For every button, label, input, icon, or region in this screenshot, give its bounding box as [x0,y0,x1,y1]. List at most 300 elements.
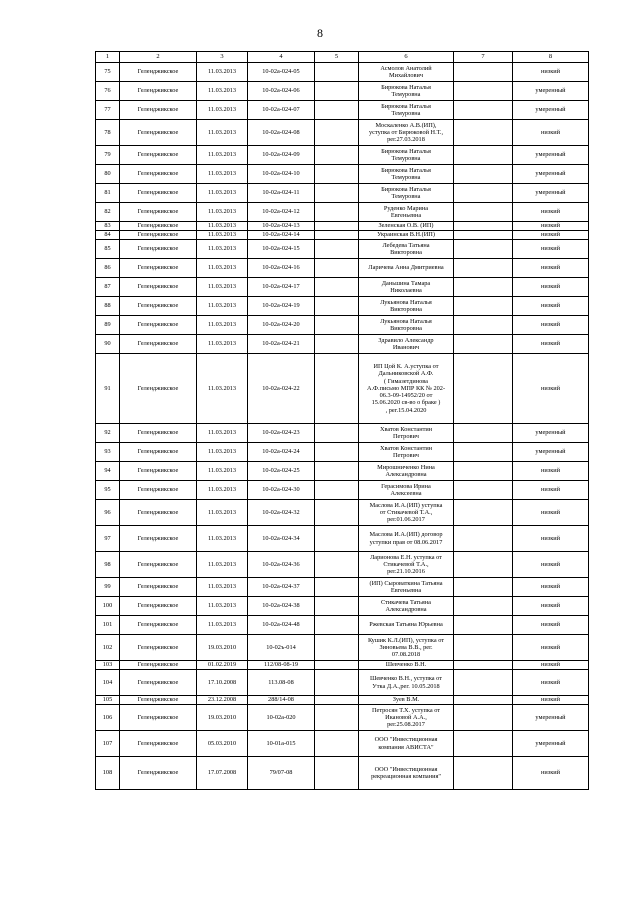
column-7-cell [454,82,513,101]
column-7-cell [454,63,513,82]
table-row [96,705,589,731]
license-date-cell: 11.03.2013 [197,335,248,354]
table-row [96,731,589,757]
row-number-cell: 100 [96,597,120,616]
table-row [96,552,589,578]
table-row [96,526,589,552]
row-number-cell: 99 [96,578,120,597]
level-cell: низкий [513,240,589,259]
deposit-name-cell: Геленджикское [120,731,197,757]
owner-cell: Шевченко В.Н., уступка от Утка Д.А.,рег. 10.05.2018 [359,670,454,696]
license-date-cell: 17.10.2008 [197,670,248,696]
column-7-cell [454,240,513,259]
column-7-cell [454,297,513,316]
level-cell: низкий [513,670,589,696]
column-7-cell [454,120,513,146]
level-cell: низкий [513,597,589,616]
row-number-cell: 108 [96,757,120,790]
column-7-cell [454,165,513,184]
column-7-cell [454,578,513,597]
column-7-cell [454,231,513,240]
deposit-name-cell: Геленджикское [120,552,197,578]
license-code-cell: 10-02ъ-014 [248,635,315,661]
deposit-name-cell: Геленджикское [120,297,197,316]
license-date-cell: 11.03.2013 [197,552,248,578]
column-5-cell [315,705,359,731]
column-7-cell [454,616,513,635]
license-date-cell: 11.03.2013 [197,616,248,635]
license-code-cell: 113.08-08 [248,670,315,696]
table-row [96,335,589,354]
deposit-name-cell: Геленджикское [120,526,197,552]
license-date-cell: 11.03.2013 [197,165,248,184]
column-5-cell [315,500,359,526]
column-5-cell [315,120,359,146]
license-code-cell: 79/07-08 [248,757,315,790]
row-number-cell: 107 [96,731,120,757]
row-number-cell: 87 [96,278,120,297]
level-cell: низкий [513,578,589,597]
level-cell: низкий [513,231,589,240]
row-number-cell: 76 [96,82,120,101]
license-code-cell: 10-02а-024-34 [248,526,315,552]
owner-cell: Здравило Александр Иванович [359,335,454,354]
deposit-name-cell: Геленджикское [120,259,197,278]
table-row [96,443,589,462]
column-5-cell [315,578,359,597]
column-5-cell [315,203,359,222]
column-5-cell [315,731,359,757]
level-cell: умеренный [513,424,589,443]
page-number: 8 [317,26,323,40]
license-date-cell: 11.03.2013 [197,443,248,462]
license-code-cell: 10-02а-024-08 [248,120,315,146]
license-code-cell: 10-02а-024-23 [248,424,315,443]
deposit-name-cell: Геленджикское [120,424,197,443]
license-code-cell: 10-02а-024-09 [248,146,315,165]
column-7-cell [454,222,513,231]
license-date-cell: 11.03.2013 [197,578,248,597]
level-cell: умеренный [513,705,589,731]
level-cell: умеренный [513,731,589,757]
license-date-cell: 11.03.2013 [197,500,248,526]
table-row [96,635,589,661]
column-header: 7 [454,52,513,63]
license-date-cell: 11.03.2013 [197,120,248,146]
column-7-cell [454,757,513,790]
license-code-cell: 10-02а-024-07 [248,101,315,120]
column-7-cell [454,146,513,165]
level-cell: низкий [513,462,589,481]
license-code-cell: 10-02а-024-30 [248,481,315,500]
deposit-name-cell: Геленджикское [120,705,197,731]
deposit-name-cell: Геленджикское [120,335,197,354]
owner-cell: ООО "Инвестиционная рекреационная компания" [359,757,454,790]
table-row [96,597,589,616]
column-5-cell [315,526,359,552]
row-number-cell: 102 [96,635,120,661]
column-5-cell [315,146,359,165]
license-code-cell: 10-02а-024-15 [248,240,315,259]
license-code-cell: 10-02а-024-37 [248,578,315,597]
row-number-cell: 90 [96,335,120,354]
table-row [96,424,589,443]
row-number-cell: 103 [96,661,120,670]
deposit-name-cell: Геленджикское [120,481,197,500]
table-row [96,481,589,500]
column-7-cell [454,705,513,731]
column-5-cell [315,278,359,297]
column-5-cell [315,462,359,481]
column-7-cell [454,731,513,757]
level-cell: низкий [513,661,589,670]
column-7-cell [454,462,513,481]
owner-cell: Бирюкова Наталья Темуровна [359,165,454,184]
column-5-cell [315,757,359,790]
row-number-cell: 101 [96,616,120,635]
level-cell: низкий [513,635,589,661]
owner-cell: Зуев В.М. [359,696,454,705]
license-date-cell: 11.03.2013 [197,63,248,82]
level-cell: низкий [513,552,589,578]
license-date-cell: 11.03.2013 [197,424,248,443]
column-7-cell [454,661,513,670]
level-cell: низкий [513,481,589,500]
license-code-cell: 10-02а-024-17 [248,278,315,297]
column-7-cell [454,335,513,354]
deposit-name-cell: Геленджикское [120,500,197,526]
owner-cell: Хватов Константин Петрович [359,424,454,443]
owner-cell: Асмолов Анатолий Михайлович [359,63,454,82]
owner-cell: Ларичева Анна Дмитриевна [359,259,454,278]
table-row [96,696,589,705]
table-row [96,203,589,222]
table-row [96,661,589,670]
owner-cell: Лукьянова Наталья Викторовна [359,316,454,335]
row-number-cell: 85 [96,240,120,259]
license-code-cell: 10-02а-024-13 [248,222,315,231]
license-date-cell: 05.03.2010 [197,731,248,757]
row-number-cell: 98 [96,552,120,578]
level-cell: низкий [513,354,589,424]
deposit-name-cell: Геленджикское [120,696,197,705]
level-cell: умеренный [513,146,589,165]
license-code-cell: 10-01а-015 [248,731,315,757]
license-code-cell: 10-02а-024-20 [248,316,315,335]
column-5-cell [315,101,359,120]
deposit-name-cell: Геленджикское [120,146,197,165]
owner-cell: Герасимова Ирина Алексеевна [359,481,454,500]
table-row [96,259,589,278]
table-row [96,240,589,259]
license-date-cell: 17.07.2008 [197,757,248,790]
column-5-cell [315,240,359,259]
level-cell: умеренный [513,443,589,462]
table-row [96,578,589,597]
column-5-cell [315,184,359,203]
table-row [96,462,589,481]
row-number-cell: 104 [96,670,120,696]
deposit-name-cell: Геленджикское [120,616,197,635]
deposit-name-cell: Геленджикское [120,184,197,203]
row-number-cell: 81 [96,184,120,203]
table-row [96,278,589,297]
license-date-cell: 19.03.2010 [197,705,248,731]
table-row [96,120,589,146]
level-cell: низкий [513,203,589,222]
level-cell: умеренный [513,165,589,184]
license-code-cell: 288/14-08 [248,696,315,705]
column-header: 5 [315,52,359,63]
row-number-cell: 94 [96,462,120,481]
column-7-cell [454,354,513,424]
column-5-cell [315,616,359,635]
owner-cell: Зеленская О.В. (ИП) [359,222,454,231]
license-code-cell: 10-02а-024-24 [248,443,315,462]
table-row [96,101,589,120]
owner-cell: Петросян Т.Х. уступка от Икановой А.А., рег.25.08.2017 [359,705,454,731]
license-code-cell: 10-02а-024-25 [248,462,315,481]
deposit-name-cell: Геленджикское [120,661,197,670]
deposit-name-cell: Геленджикское [120,597,197,616]
license-date-cell: 11.03.2013 [197,203,248,222]
license-code-cell: 10-02а-024-05 [248,63,315,82]
column-7-cell [454,203,513,222]
table-row [96,222,589,231]
table-row [96,316,589,335]
license-date-cell: 11.03.2013 [197,231,248,240]
owner-cell: Шевченко В.Н. [359,661,454,670]
license-code-cell: 10-02а-024-21 [248,335,315,354]
deposit-name-cell: Геленджикское [120,82,197,101]
column-7-cell [454,424,513,443]
license-date-cell: 11.03.2013 [197,297,248,316]
column-header: 2 [120,52,197,63]
column-5-cell [315,82,359,101]
owner-cell: Маслова И.А.(ИП) уступка от Стикачевой Т.А., рег.01.06.2017 [359,500,454,526]
column-7-cell [454,670,513,696]
column-7-cell [454,696,513,705]
deposit-name-cell: Геленджикское [120,443,197,462]
license-date-cell: 11.03.2013 [197,82,248,101]
owner-cell: Украинская В.Н.(ИП) [359,231,454,240]
row-number-cell: 86 [96,259,120,278]
deposit-name-cell: Геленджикское [120,354,197,424]
license-code-cell: 10-02а-024-06 [248,82,315,101]
column-header: 4 [248,52,315,63]
row-number-cell: 89 [96,316,120,335]
owner-cell: Бирюкова Наталья Темуровна [359,146,454,165]
license-date-cell: 11.03.2013 [197,240,248,259]
level-cell: низкий [513,500,589,526]
level-cell: низкий [513,335,589,354]
column-5-cell [315,635,359,661]
license-code-cell: 10-02а-024-11 [248,184,315,203]
row-number-cell: 106 [96,705,120,731]
owner-cell: Руденко Марина Евгеньевна [359,203,454,222]
column-5-cell [315,335,359,354]
column-5-cell [315,424,359,443]
table-row [96,354,589,424]
level-cell: низкий [513,120,589,146]
table-row [96,82,589,101]
deposit-name-cell: Геленджикское [120,757,197,790]
table-row [96,146,589,165]
owner-cell: Хватов Константин Петрович [359,443,454,462]
owner-cell: Бирюкова Наталья Темуровна [359,184,454,203]
deposit-name-cell: Геленджикское [120,231,197,240]
level-cell: низкий [513,259,589,278]
owner-cell: Москаленко А.В.(ИП), уступка от Бирюковой Н.Т., рег.27.03.2018 [359,120,454,146]
license-date-cell: 01.02.2019 [197,661,248,670]
level-cell: низкий [513,616,589,635]
column-5-cell [315,231,359,240]
row-number-cell: 82 [96,203,120,222]
column-header: 3 [197,52,248,63]
row-number-cell: 84 [96,231,120,240]
level-cell: низкий [513,696,589,705]
column-5-cell [315,443,359,462]
owner-cell: Лебедева Татьяна Викторовна [359,240,454,259]
license-date-cell: 11.03.2013 [197,316,248,335]
license-date-cell: 11.03.2013 [197,526,248,552]
column-5-cell [315,297,359,316]
deposit-name-cell: Геленджикское [120,278,197,297]
license-code-cell: 10-02а-024-14 [248,231,315,240]
level-cell: низкий [513,297,589,316]
table-body [96,63,589,790]
row-number-cell: 91 [96,354,120,424]
license-code-cell: 10-02а-024-19 [248,297,315,316]
deposit-name-cell: Геленджикское [120,101,197,120]
license-date-cell: 11.03.2013 [197,278,248,297]
owner-cell: Мирошниченко Нина Александровна [359,462,454,481]
license-code-cell: 10-02а-024-22 [248,354,315,424]
owner-cell: Бирюкова Наталья Темуровна [359,82,454,101]
deposit-name-cell: Геленджикское [120,670,197,696]
owner-cell: Стикачева Татьяна Александровна [359,597,454,616]
column-5-cell [315,481,359,500]
deposit-name-cell: Геленджикское [120,222,197,231]
column-7-cell [454,316,513,335]
register-table [95,51,589,790]
owner-cell: (ИП) Сыроваткина Татьяна Евгеньевна [359,578,454,597]
owner-cell: Ларионова Е.Н. уступка от Стикачевой Т.А., рег.21.10.2016 [359,552,454,578]
license-date-cell: 11.03.2013 [197,101,248,120]
deposit-name-cell: Геленджикское [120,578,197,597]
row-number-cell: 77 [96,101,120,120]
table-row [96,184,589,203]
row-number-cell: 88 [96,297,120,316]
header-row [96,52,589,63]
row-number-cell: 95 [96,481,120,500]
table-row [96,670,589,696]
level-cell: низкий [513,222,589,231]
license-code-cell: 10-02а-024-10 [248,165,315,184]
column-7-cell [454,184,513,203]
level-cell: низкий [513,757,589,790]
deposit-name-cell: Геленджикское [120,316,197,335]
deposit-name-cell: Геленджикское [120,240,197,259]
column-5-cell [315,259,359,278]
license-code-cell: 10-02а-024-38 [248,597,315,616]
owner-cell: Маслова И.А.(ИП) договор уступки прав от 08.06.2017 [359,526,454,552]
license-date-cell: 19.03.2010 [197,635,248,661]
column-header: 6 [359,52,454,63]
column-5-cell [315,63,359,82]
level-cell: умеренный [513,101,589,120]
row-number-cell: 80 [96,165,120,184]
column-5-cell [315,696,359,705]
column-7-cell [454,259,513,278]
license-code-cell: 112/08-08-19 [248,661,315,670]
row-number-cell: 105 [96,696,120,705]
column-5-cell [315,552,359,578]
license-date-cell: 11.03.2013 [197,146,248,165]
deposit-name-cell: Геленджикское [120,203,197,222]
column-5-cell [315,316,359,335]
table-row [96,616,589,635]
column-5-cell [315,597,359,616]
level-cell: низкий [513,316,589,335]
row-number-cell: 96 [96,500,120,526]
table-row [96,231,589,240]
owner-cell: Ржевская Татьяна Юрьевна [359,616,454,635]
column-5-cell [315,661,359,670]
column-7-cell [454,481,513,500]
row-number-cell: 83 [96,222,120,231]
column-header: 1 [96,52,120,63]
license-code-cell: 10-02а-024-12 [248,203,315,222]
license-date-cell: 23.12.2008 [197,696,248,705]
license-date-cell: 11.03.2013 [197,184,248,203]
table-row [96,500,589,526]
row-number-cell: 79 [96,146,120,165]
deposit-name-cell: Геленджикское [120,63,197,82]
column-7-cell [454,597,513,616]
license-code-cell: 10-02а-024-36 [248,552,315,578]
license-date-cell: 11.03.2013 [197,597,248,616]
owner-cell: Кушик К.Л.(ИП), уступка от Зиновьева В.В., рег. 07.08.2018 [359,635,454,661]
level-cell: низкий [513,526,589,552]
license-code-cell: 10-02а-024-32 [248,500,315,526]
column-7-cell [454,101,513,120]
column-7-cell [454,500,513,526]
table-row [96,165,589,184]
row-number-cell: 92 [96,424,120,443]
column-header: 8 [513,52,589,63]
table-row [96,297,589,316]
row-number-cell: 78 [96,120,120,146]
row-number-cell: 75 [96,63,120,82]
column-7-cell [454,278,513,297]
deposit-name-cell: Геленджикское [120,635,197,661]
column-5-cell [315,165,359,184]
row-number-cell: 93 [96,443,120,462]
level-cell: умеренный [513,184,589,203]
level-cell: низкий [513,63,589,82]
deposit-name-cell: Геленджикское [120,462,197,481]
license-date-cell: 11.03.2013 [197,259,248,278]
license-code-cell: 10-02а-024-16 [248,259,315,278]
column-7-cell [454,635,513,661]
owner-cell: ООО "Инвестиционная компания АВИСТА" [359,731,454,757]
license-date-cell: 11.03.2013 [197,481,248,500]
owner-cell: ИП Цой К. А.уступка от Дальниковской А.Ф. ( Гимазетдинова А.Ф.письмо МПР КК № 202- 06.3-09-14952/20 от 15.06.2020 св-во о браке ) , рег.15.04.2020 [359,354,454,424]
column-5-cell [315,354,359,424]
column-7-cell [454,552,513,578]
license-date-cell: 11.03.2013 [197,222,248,231]
